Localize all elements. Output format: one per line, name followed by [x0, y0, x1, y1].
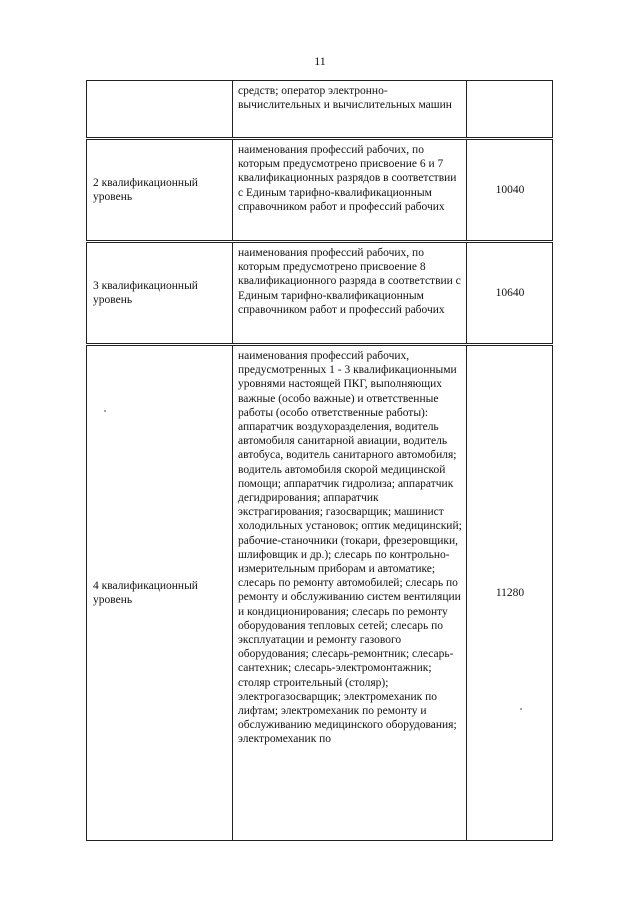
scan-speck — [520, 708, 522, 710]
level-text: 2 квалификационный уровень — [93, 176, 198, 203]
description-text: наименования профессий рабочих, предусмотренных 1 - 3 квалификационными уровнями настоящей ПКГ, выполняющих важные (особо важные) и ответственные работы (особо ответственные работы): аппаратчик воздухоразделения, водитель автомобиля санитарной авиации, водитель автобуса, водитель санитарного автомобиля; водитель автомобиля скорой медицинской помощи; аппаратчик гидролиза; аппаратчик дегидрирования; аппаратчик экстрагирования; газосварщик; машинист холодильных установок; оптик медицинский; рабочие-станочники (токари, фрезеровщики, шлифовщик и др.); слесарь по контрольно-измерительным приборам и автоматике; слесарь по ремонту автомобилей; слесарь по ремонту и обслуживанию систем вентиляции и кондиционирования; слесарь по ремонту оборудования тепловых сетей; слесарь по эксплуатации и ремонту газового оборудования; слесарь-ремонтник; слесарь-сантехник; слесарь-электромонтажник; столяр строительный (столяр); электрогазосварщик; электромеханик по лифтам; электромеханик по ремонту и обслуживанию медицинского оборудования; электромеханик по — [238, 350, 462, 746]
level-cell — [87, 242, 233, 345]
amount-cell — [467, 242, 553, 345]
qualification-table — [86, 80, 553, 841]
table-row — [87, 81, 553, 139]
amount-cell — [467, 81, 553, 139]
amount-cell — [467, 345, 553, 841]
description-cell — [233, 139, 467, 242]
amount-cell — [467, 139, 553, 242]
amount-text: 11280 — [495, 586, 525, 599]
level-cell — [87, 345, 233, 841]
amount-text: 10640 — [495, 286, 525, 299]
description-text: наименования профессий рабочих, по которым предусмотрено присвоение 6 и 7 квалификационных разрядов в соответствии с Единым тарифно-квалификационным справочником работ и профессий рабочих — [238, 144, 457, 213]
description-text: средств; оператор электронно-вычислительных и вычислительных машин — [238, 85, 452, 112]
amount-text: 10040 — [495, 183, 525, 196]
table-row — [87, 345, 553, 841]
description-cell — [233, 81, 467, 139]
description-cell — [233, 345, 467, 841]
level-cell — [87, 139, 233, 242]
description-cell — [233, 242, 467, 345]
level-text: 3 квалификационный уровень — [93, 279, 198, 306]
level-text: 4 квалификационный уровень — [93, 579, 198, 606]
description-text: наименования профессий рабочих, по которым предусмотрено присвоение 8 квалификационного разряда в соответствии с Единым тарифно-квалификационным справочником работ и профессий рабочих — [238, 247, 461, 316]
level-cell — [87, 81, 233, 139]
table-row — [87, 242, 553, 345]
table-row — [87, 139, 553, 242]
scan-speck — [104, 410, 106, 412]
page-number: 11 — [314, 54, 326, 68]
